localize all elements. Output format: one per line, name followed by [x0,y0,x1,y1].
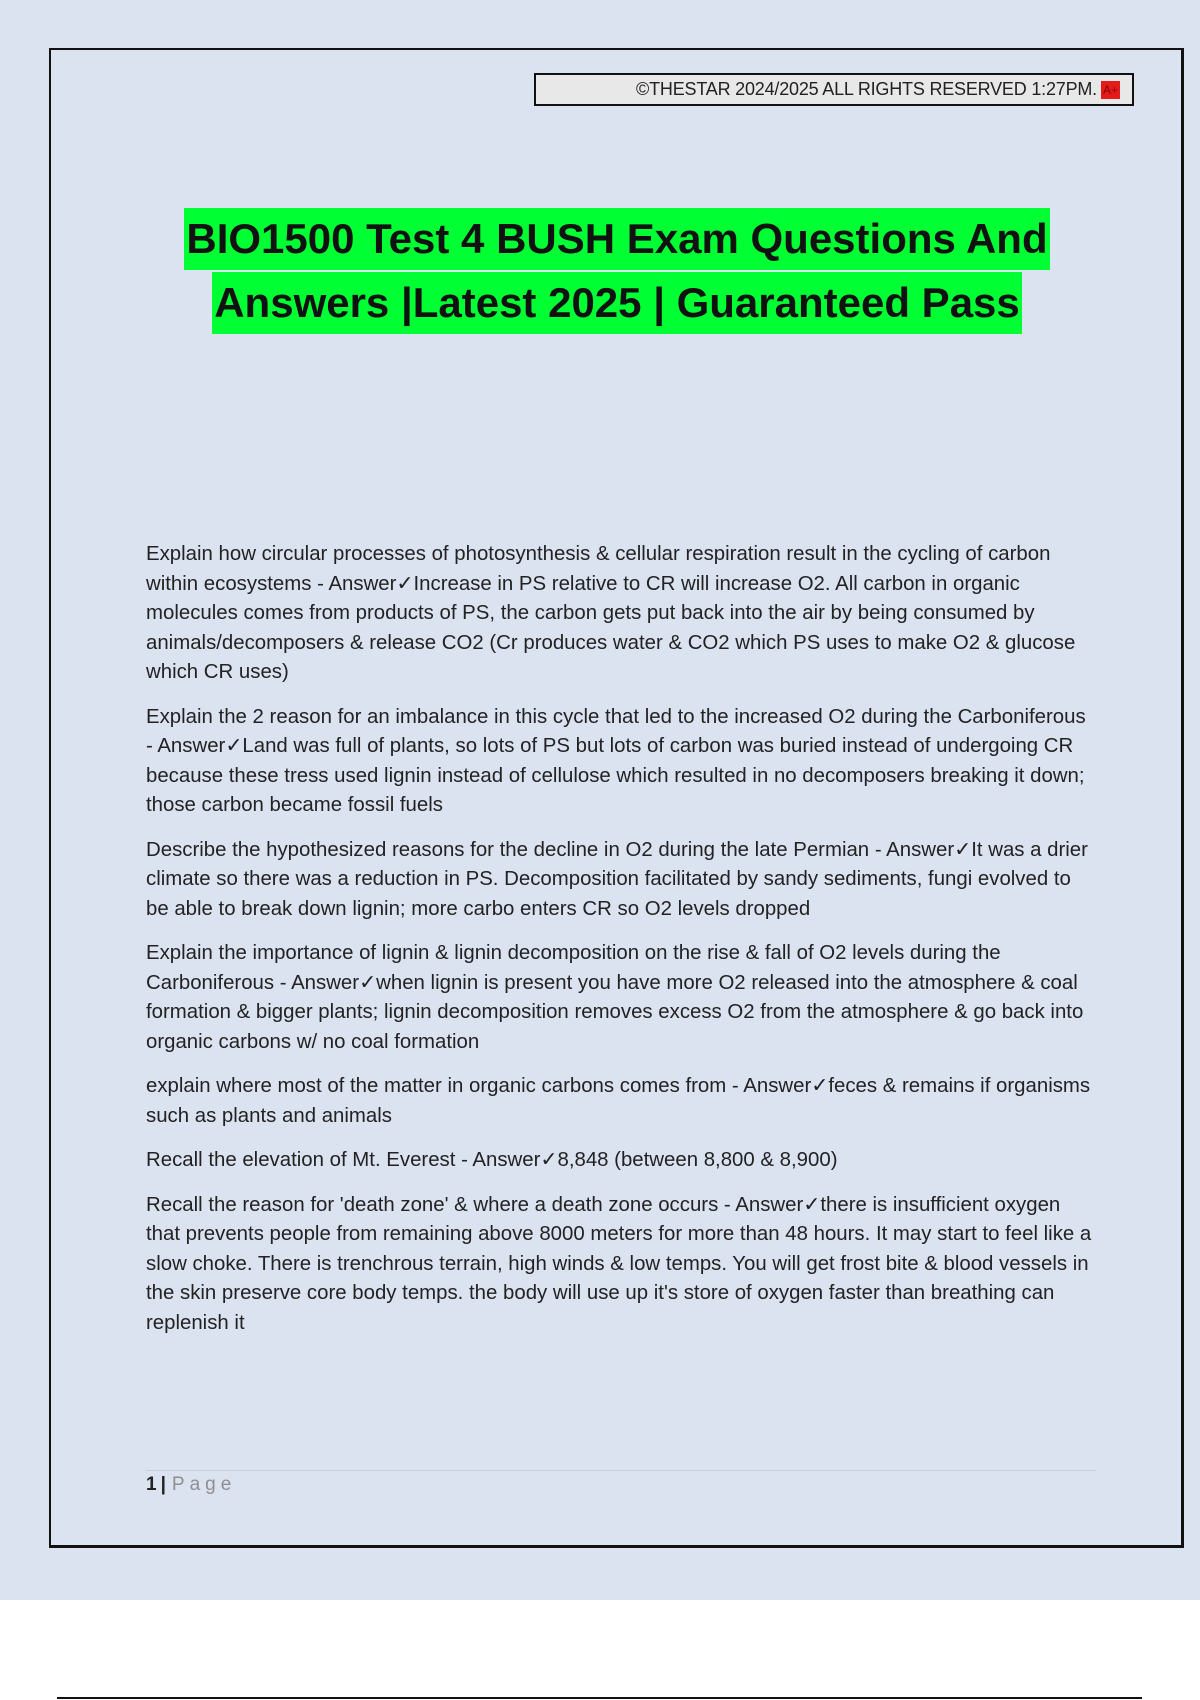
qa-item: Explain the importance of lignin & lignin decomposition on the rise & fall of O2 levels during the Carboniferous - Answer✓when lignin is present you have more O2 released into the atmosphere & coal formation & bigger plants; lignin decomposition removes excess O2 from the atmosphere & go back into organic carbons w/ no coal formation [146,942,1084,1053]
page-number-separator: | [160,1474,166,1495]
page-label: Page [171,1474,237,1495]
copyright-text: ©THESTAR 2024/2025 ALL RIGHTS RESERVED 1:27PM. [636,79,1097,99]
copyright-banner [534,73,1134,106]
document-title [0,208,1200,336]
qa-item: Recall the reason for 'death zone' & where a death zone occurs - Answer✓there is insufficient oxygen that prevents people from remaining above 8000 meters for more than 48 hours. It may start to feel like a slow choke. There is trenchrous terrain, high winds & low temps. You will get frost bite & blood vessels in the skin preserve core body temps. the body will use up it's store of oxygen faster than breathing can replenish it [146,1193,1092,1334]
grade-badge: A+ [1102,82,1118,97]
footer-divider [146,1470,1096,1471]
qa-item: explain where most of the matter in organic carbons comes from - Answer✓feces & remains if organisms such as plants and animals [146,1075,1091,1127]
page-number [146,1474,236,1496]
qa-item: Explain how circular processes of photosynthesis & cellular respiration result in the cycling of carbon within ecosystems - Answer✓Increase in PS relative to CR will increase O2. All carbon in organic molecules comes from products of PS, the carbon gets put back into the air by being consumed by animals/decomposers & release CO2 (Cr produces water & CO2 which PS uses to make O2 & glucose which CR uses) [146,543,1076,683]
title-line-2: Answers |Latest 2025 | Guaranteed Pass [212,272,1022,334]
qa-item: Describe the hypothesized reasons for the decline in O2 during the late Permian - Answer✓It was a drier climate so there was a reduction in PS. Decomposition facilitated by sandy sediments, fungi evolved to be able to break down lignin; more carbo enters CR so O2 levels dropped [146,838,1088,920]
page-number-value: 1 [146,1474,157,1495]
qa-list [146,540,1096,1353]
qa-item: Explain the 2 reason for an imbalance in this cycle that led to the increased O2 during the Carboniferous - Answer✓Land was full of plants, so lots of PS but lots of carbon was buried instead of undergoing CR because these tress used lignin instead of cellulose which resulted in no decomposers breaking it down; those carbon became fossil fuels [146,705,1086,816]
title-line-1: BIO1500 Test 4 BUSH Exam Questions And [184,208,1049,270]
bottom-divider [57,1697,1142,1699]
qa-item: Recall the elevation of Mt. Everest - Answer✓8,848 (between 8,800 & 8,900) [146,1149,838,1171]
